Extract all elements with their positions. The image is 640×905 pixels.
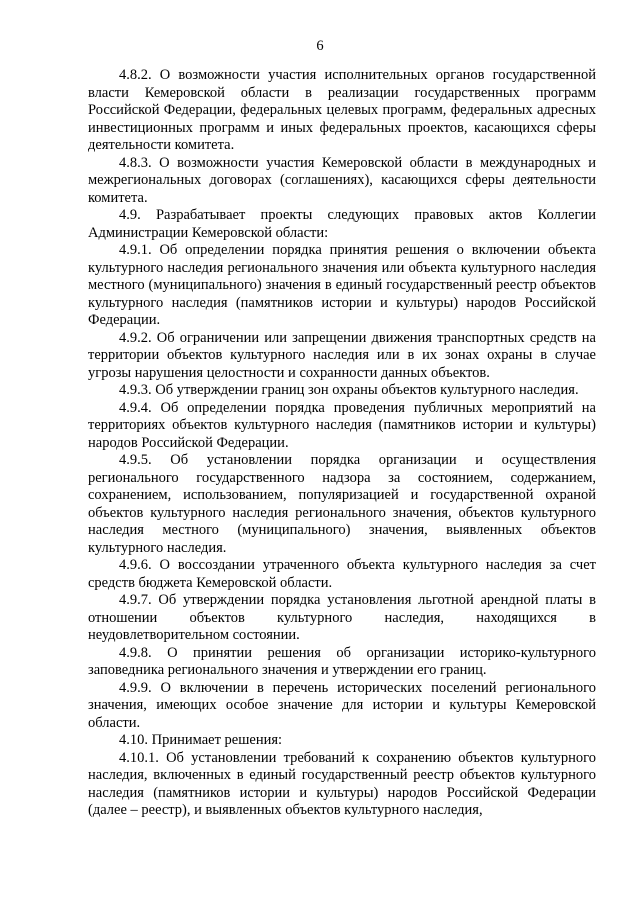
paragraph-4-10: 4.10. Принимает решения:	[119, 732, 283, 748]
paragraph-4-9-7: 4.9.7. Об утверждении порядка установления льготной арендной платы в отношении объектов культурного наследия, находящихся в неудовлетворительном состоянии.	[88, 592, 596, 643]
paragraph-4-9-9: 4.9.9. О включении в перечень исторических поселений регионального значения, имеющих особое значение для истории и культуры Кемеровской области.	[88, 679, 596, 731]
paragraph-4-9-1: 4.9.1. Об определении порядка принятия решения о включении объекта культурного наследия регионального значения или объекта культурного наследия местного (муниципального) значения в единый государственный реестр объектов культурного наследия (памятников истории и культуры) народов Российской Федерации.	[88, 242, 596, 328]
page-number: 6	[316, 38, 324, 54]
paragraph-4-8-3: 4.8.3. О возможности участия Кемеровской области в международных и межрегиональных договорах (соглашениях), касающихся сферы деятельности комитета.	[88, 154, 596, 206]
paragraph-4-9: 4.9. Разрабатывает проекты следующих правовых актов Коллегии Администрации Кемеровской области:	[88, 207, 596, 241]
paragraph-4-9-3: 4.9.3. Об утверждении границ зон охраны объектов культурного наследия.	[119, 382, 579, 398]
paragraph-4-9-4: 4.9.4. Об определении порядка проведения публичных мероприятий на территориях объектов культурного наследия (памятников истории и культуры) народов Российской Федерации.	[88, 399, 596, 451]
document-body	[88, 67, 596, 820]
paragraph-4-10-1: 4.10.1. Об установлении требований к сохранению объектов культурного наследия, включенных в единый государственный реестр объектов культурного наследия (памятников истории и культуры) народов Российской Федерации (далее – реестр), и выявленных объектов культурного наследия,	[88, 749, 596, 818]
paragraph-4-9-8: 4.9.8. О принятии решения об организации историко-культурного заповедника регионального значения и утверждении его границ.	[88, 644, 596, 678]
paragraph-4-9-2: 4.9.2. Об ограничении или запрещении движения транспортных средств на территории объектов культурного наследия или в их зонах охраны в случае угрозы нарушения целостности и сохранности данных объектов.	[88, 329, 596, 381]
paragraph-4-8-2: 4.8.2. О возможности участия исполнительных органов государственной власти Кемеровской области в реализации государственных программ Российской Федерации, федеральных целевых программ, федеральных адресных инвестиционных программ и иных федеральных проектов, касающихся сферы деятельности комитета.	[88, 67, 596, 153]
paragraph-4-9-5: 4.9.5. Об установлении порядка организации и осуществления регионального государственного надзора за состоянием, содержанием, сохранением, использованием, популяризацией и государственной охраной объектов культурного наследия регионального значения, объектов культурного наследия местного (муниципального) значения, выявленных объектов культурного наследия.	[88, 452, 596, 556]
paragraph-4-9-6: 4.9.6. О воссоздании утраченного объекта культурного наследия за счет средств бюджета Кемеровской области.	[88, 557, 596, 591]
